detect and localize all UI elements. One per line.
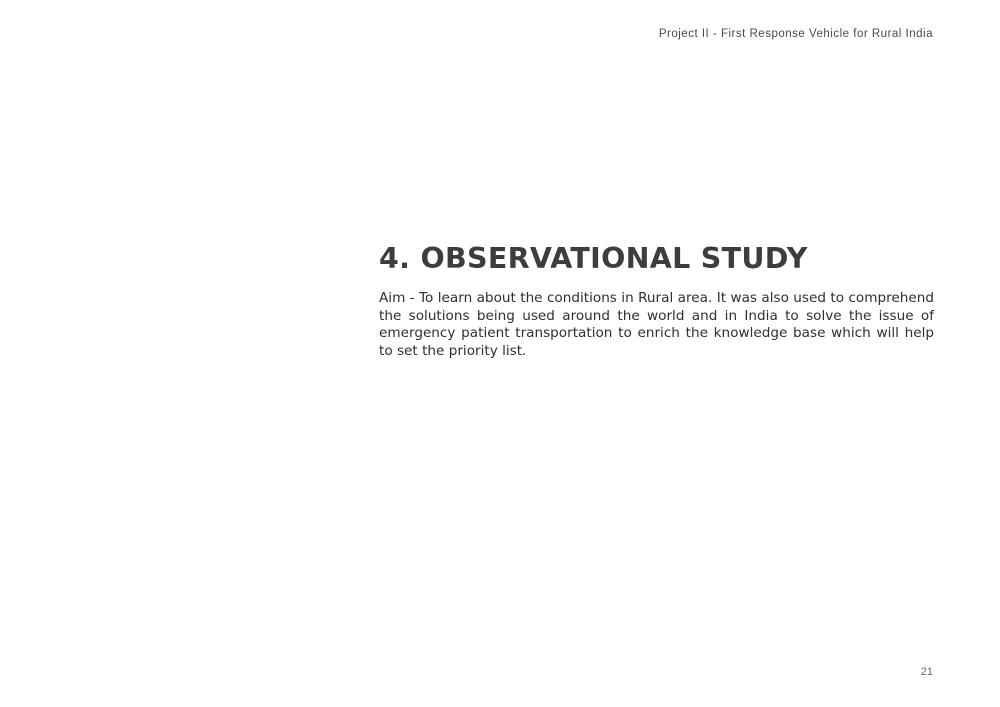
section-content: [379, 240, 934, 360]
aim-paragraph: Aim - To learn about the conditions in Rural area. It was also used to comprehend the solutions being used around the world and in India to solve the issue of emergency patient transportation to enrich the knowledge base which will help to set the priority list.: [379, 290, 934, 359]
page-number: 21: [920, 666, 933, 678]
section-title: 4. OBSERVATIONAL STUDY: [379, 242, 808, 275]
running-header: Project II - First Response Vehicle for Rural India: [658, 28, 933, 40]
